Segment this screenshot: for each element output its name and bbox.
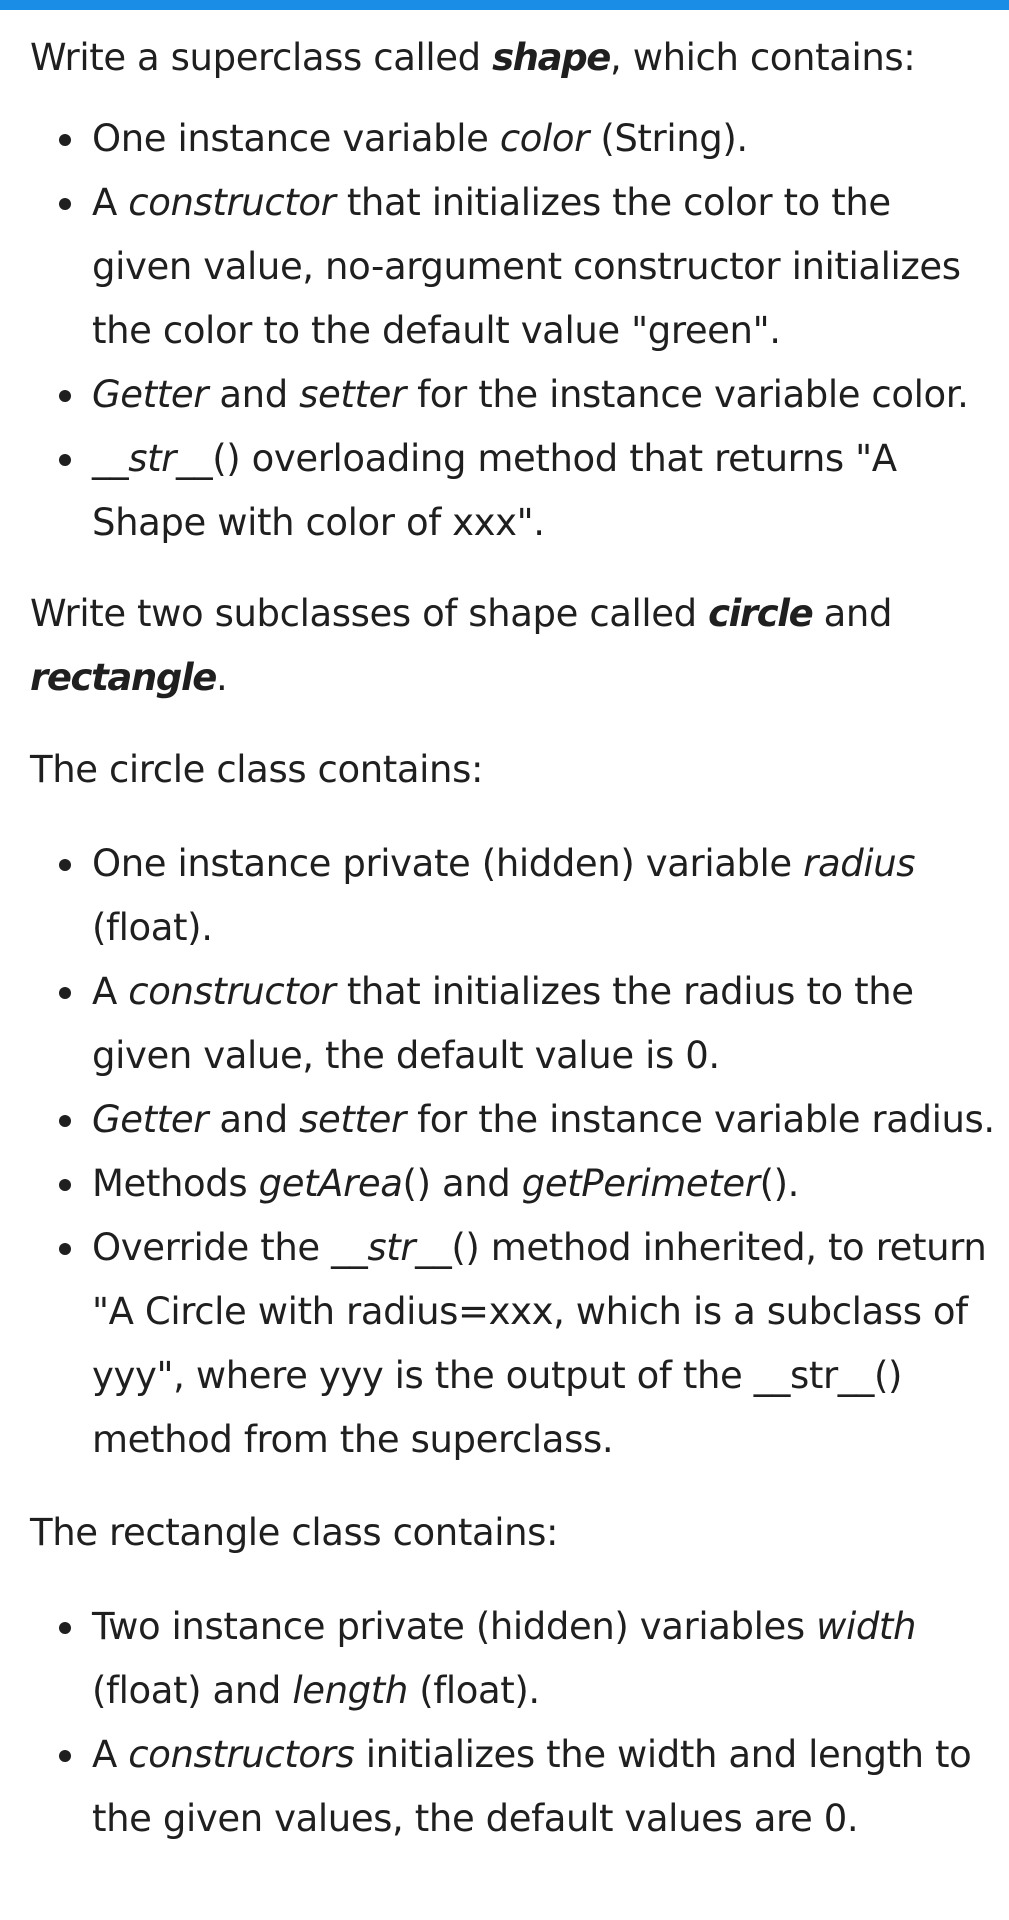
class-name-shape: shape xyxy=(492,36,610,79)
class-name-rectangle: rectangle xyxy=(30,656,216,699)
list-item: __str__() overloading method that returns "A Shape with color of xxx". xyxy=(30,427,997,555)
list-item: Two instance private (hidden) variables width (float) and length (float). xyxy=(30,1595,997,1723)
list-item: A constructor that initializes the color to the given value, no-argument constructor initializes the color to the default value "green". xyxy=(30,171,997,363)
list-item: A constructor that initializes the radius to the given value, the default value is 0. xyxy=(30,960,997,1088)
rectangle-heading: The rectangle class contains: xyxy=(30,1511,559,1554)
list-item: Override the __str__() method inherited, to return "A Circle with radius=xxx, which is a subclass of yyy", where yyy is the output of the __str__() method from the superclass. xyxy=(30,1216,997,1472)
subclasses-intro: Write two subclasses of shape called circle and rectangle. xyxy=(30,592,893,699)
top-accent-bar xyxy=(0,0,1009,10)
rectangle-requirements-list xyxy=(30,1595,990,1851)
list-item: A constructors initializes the width and length to the given values, the default values are 0. xyxy=(30,1723,997,1851)
list-item: Getter and setter for the instance variable radius. xyxy=(30,1088,997,1152)
list-item: Getter and setter for the instance variable color. xyxy=(30,363,997,427)
list-item: Methods getArea() and getPerimeter(). xyxy=(30,1152,997,1216)
circle-heading: The circle class contains: xyxy=(30,748,484,791)
superclass-intro: Write a superclass called shape, which contains: xyxy=(30,36,916,79)
class-name-circle: circle xyxy=(708,592,813,635)
list-item: One instance variable color (String). xyxy=(30,107,997,171)
assignment-text xyxy=(30,26,995,1851)
list-item: One instance private (hidden) variable radius (float). xyxy=(30,832,997,960)
shape-requirements-list xyxy=(30,107,990,555)
circle-requirements-list xyxy=(30,832,995,1472)
